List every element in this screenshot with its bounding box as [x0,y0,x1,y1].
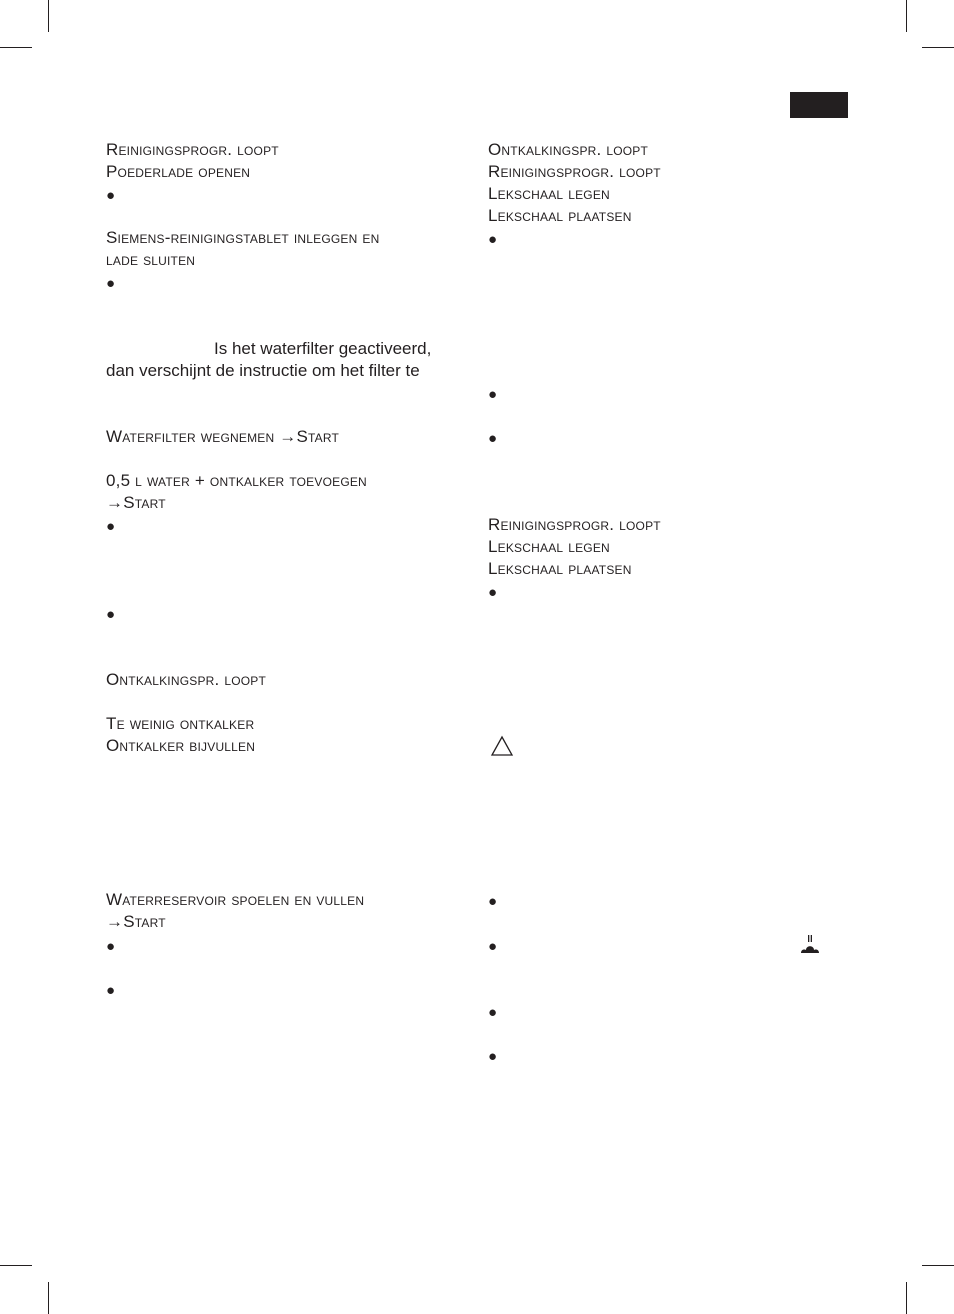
crop-mark [48,1282,49,1314]
display-text-cleaning-running: Reinigingsprogr. loopt [488,162,661,181]
display-text-open-powder-drawer: Poederlade openen [106,162,251,181]
display-text-place-drip-tray-2: Lekschaal plaatsen [488,559,632,578]
arrow-icon: → [106,493,124,512]
bullet: ● [488,938,498,955]
bullet: ● [106,275,116,292]
display-text-add-descaler: 0,5 l water + ontkalker toevoegen [106,471,367,490]
arrow-icon: → [279,427,297,446]
bullet: ● [106,518,116,535]
crop-mark [906,0,907,32]
display-text-cleaning-running-2: Reinigingsprogr. loopt [488,515,661,534]
crop-mark [922,47,954,48]
crop-mark [906,1282,907,1314]
crop-mark [48,0,49,32]
crop-mark [0,47,32,48]
bullet: ● [106,606,116,623]
bullet: ● [488,893,498,910]
bullet: ● [488,430,498,447]
display-text-add-descaler-start: →Start [106,493,166,512]
crop-mark [922,1265,954,1266]
display-text-place-drip-tray: Lekschaal plaatsen [488,206,632,225]
display-text-rinse-reservoir-start: →Start [106,912,166,931]
bullet: ● [106,982,116,999]
display-text-rinse-reservoir: Waterreservoir spoelen en vullen [106,890,365,909]
display-text-descaling-running: Ontkalkingspr. loopt [106,670,267,689]
bullet: ● [488,386,498,403]
crop-mark [0,1265,32,1266]
display-text-empty-drip-tray-2: Lekschaal legen [488,537,610,556]
bullet: ● [106,187,116,204]
display-text-remove-filter: Waterfilter wegnemen →Start [106,427,340,446]
display-text-empty-drip-tray: Lekschaal legen [488,184,610,203]
filter-note-line1: Is het waterfilter geactiveerd, [214,339,432,358]
display-text-descaling-running: Ontkalkingspr. loopt [488,140,649,159]
arrow-icon: → [106,912,124,931]
bullet: ● [488,231,498,248]
bullet: ● [106,938,116,955]
display-text-insert-tablet: Siemens-reinigingstablet inleggen en [106,228,380,247]
display-text-too-little-descaler: Te weinig ontkalker [106,714,255,733]
steam-icon [800,934,820,956]
bullet: ● [488,1048,498,1065]
warning-triangle-icon [490,735,514,757]
bullet: ● [488,584,498,601]
display-text-refill-descaler: Ontkalker bijvullen [106,736,256,755]
language-tab-marker [790,92,848,118]
display-text-cleaning-running: Reinigingsprogr. loopt [106,140,279,159]
display-text-close-drawer: lade sluiten [106,250,196,269]
bullet: ● [488,1004,498,1021]
filter-note-line2: dan verschijnt de instructie om het filter te [106,361,420,380]
